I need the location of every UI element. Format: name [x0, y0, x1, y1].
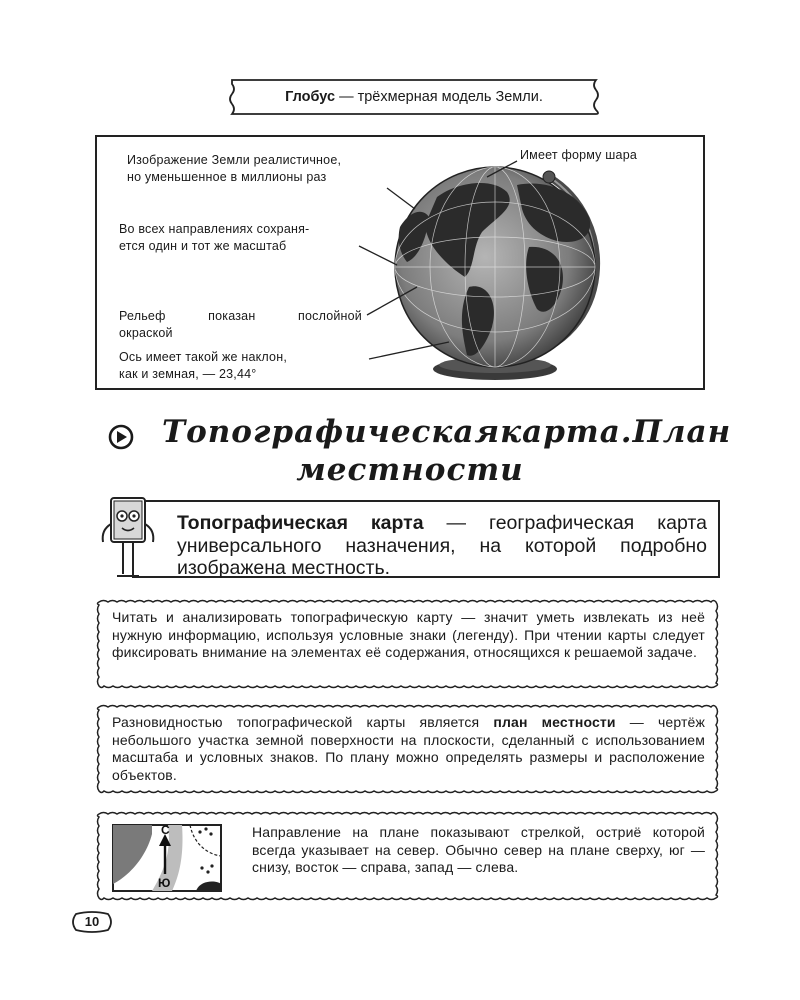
- callout-axis-line1: Ось имеет такой же наклон,: [119, 350, 287, 364]
- callout-relief-word1: Рельеф: [119, 309, 166, 323]
- globe-illustration: [95, 135, 705, 390]
- callout-scale-line2: ется один и тот же масштаб: [119, 239, 287, 253]
- callout-scale-line1: Во всех направлениях сохраня-: [119, 222, 310, 236]
- callout-shape: Имеет форму шара: [520, 148, 637, 162]
- heading-word-topographic: Топографическая: [162, 414, 501, 450]
- globe-axis-knob: [543, 171, 555, 183]
- direction-paragraph: Направление на плане показывают стрелкой, остриё которой всегда указывает на север. Обычно север на плане сверху, юг — снизу, восток — справа, запад — слева.: [252, 824, 705, 875]
- reading-paragraph-box: [95, 598, 720, 690]
- callout-axis-line2: как и земная, — 23,44°: [119, 367, 257, 381]
- topo-definition-text: — географическая карта универсального назначения, на которой подробно изображена местность.: [177, 512, 707, 579]
- plan-paragraph-box: [95, 703, 720, 795]
- topo-term: Топографическая карта: [177, 512, 424, 534]
- page-number-text: 10: [84, 914, 100, 929]
- play-arrow-icon: [108, 424, 134, 450]
- globe-term: Глобус: [285, 89, 336, 105]
- leader-scale: [359, 246, 397, 265]
- callout-relief-line2: окраской: [119, 326, 173, 340]
- book-mascot-icon: [97, 494, 159, 584]
- leader-realistic: [387, 188, 415, 209]
- heading-line2: местности: [296, 452, 524, 488]
- callout-realistic-line2: но уменьшенное в миллионы раз: [127, 170, 327, 184]
- page-number: [70, 910, 114, 934]
- heading-word-plan: План: [632, 414, 732, 450]
- plan-paragraph: [112, 714, 705, 784]
- plan-term: план местности: [493, 714, 616, 730]
- globe-definition-box: [228, 76, 600, 118]
- globe-definition-text: — трёхмерная модель Земли.: [335, 89, 543, 105]
- south-label: Ю: [158, 876, 171, 890]
- callout-realistic-line1: Изображение Земли реалистичное,: [127, 153, 342, 167]
- direction-paragraph-box: [95, 810, 720, 902]
- globe-drawing: [97, 137, 703, 388]
- leader-axis: [369, 342, 449, 359]
- reading-paragraph: Читать и анализировать топографическую карту — значит уметь извлекать из неё нужную информацию, используя условные знаки (легенду). При чтении карты следует фиксировать внимание на элементах её содержания, относящихся к решаемой задаче.: [112, 609, 705, 660]
- plan-paragraph-before: Разновидностью топографической карты является: [112, 714, 494, 730]
- north-label: С: [161, 824, 170, 837]
- callout-relief-word3: послойной: [298, 309, 362, 323]
- mini-plan-map: [112, 824, 222, 892]
- callout-relief-word2: показан: [208, 309, 256, 323]
- topo-definition-box: [132, 500, 720, 578]
- plan-paragraph-after: — чертёж небольшого участка земной поверхности на плоскости, сделанный с использованием масштаба и условных знаков. По плану можно определять размеры и расположение объектов.: [112, 714, 705, 783]
- heading-word-map: карта.: [500, 414, 633, 450]
